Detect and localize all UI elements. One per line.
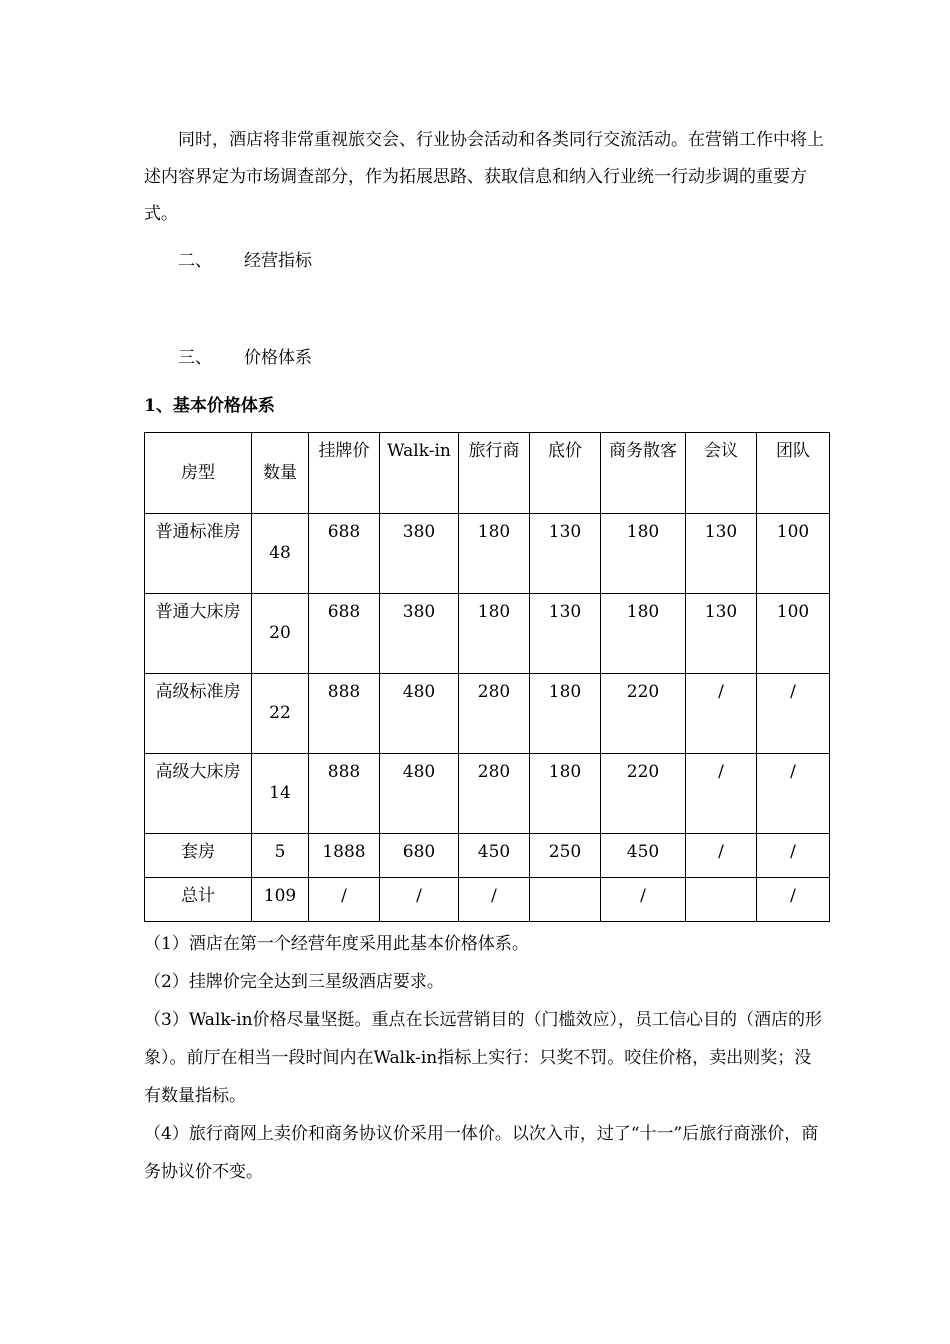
table-cell: 280: [459, 754, 530, 834]
section-heading-business-indicators: [178, 249, 312, 273]
table-cell: 450: [459, 834, 530, 878]
table-cell: 130: [530, 514, 601, 594]
table-cell: [530, 878, 601, 922]
table-cell: 450: [601, 834, 686, 878]
table-cell: /: [757, 878, 830, 922]
header-cell: 挂牌价: [309, 433, 380, 514]
section-heading-price-system: [178, 346, 312, 370]
room-type-cell: 总计: [145, 878, 252, 922]
table-total-row: [145, 878, 830, 922]
table-cell: /: [757, 754, 830, 834]
table-cell: 180: [530, 754, 601, 834]
section-number: 二、: [178, 251, 212, 271]
table-cell: 380: [380, 594, 459, 674]
table-cell: /: [757, 674, 830, 754]
subheading-basic-price-system: 1、基本价格体系: [144, 396, 275, 416]
table-cell: /: [686, 834, 757, 878]
table-cell: /: [686, 754, 757, 834]
quantity-cell: 109: [252, 878, 309, 922]
table-cell: 100: [757, 594, 830, 674]
section-title: 价格体系: [244, 348, 312, 368]
header-cell: 旅行商: [459, 433, 530, 514]
room-type-cell: 高级大床房: [145, 754, 252, 834]
table-cell: /: [309, 878, 380, 922]
table-cell: /: [601, 878, 686, 922]
table-header-row: [145, 433, 830, 514]
table-cell: 130: [686, 514, 757, 594]
note-item: （1）酒店在第一个经营年度采用此基本价格体系。: [144, 934, 529, 954]
header-cell: 房型: [145, 433, 252, 514]
table-cell: /: [686, 674, 757, 754]
table-cell: 280: [459, 674, 530, 754]
table-cell: 220: [601, 674, 686, 754]
section-number: 三、: [178, 348, 212, 368]
table-cell: 888: [309, 754, 380, 834]
table-cell: 130: [530, 594, 601, 674]
header-cell: 商务散客: [601, 433, 686, 514]
price-table: [144, 432, 830, 922]
table-row: [145, 674, 830, 754]
room-type-cell: 普通标准房: [145, 514, 252, 594]
note-item: （4）旅行商网上卖价和商务协议价采用一体价。以次入市，过了“十一”后旅行商涨价，商务协议价不变。: [144, 1124, 819, 1182]
table-cell: 480: [380, 674, 459, 754]
table-cell: 180: [530, 674, 601, 754]
intro-paragraph: 同时，酒店将非常重视旅交会、行业协会活动和各类同行交流活动。在营销工作中将上述内容界定为市场调查部分，作为拓展思路、获取信息和纳入行业统一行动步调的重要方式。: [144, 130, 824, 224]
header-cell: 会议: [686, 433, 757, 514]
table-cell: /: [757, 834, 830, 878]
table-cell: 1888: [309, 834, 380, 878]
table-cell: 250: [530, 834, 601, 878]
table-row: [145, 754, 830, 834]
header-cell: Walk-in: [380, 433, 459, 514]
header-cell: 底价: [530, 433, 601, 514]
room-type-cell: 普通大床房: [145, 594, 252, 674]
quantity-cell: 20: [252, 594, 309, 674]
table-cell: 130: [686, 594, 757, 674]
table-cell: 688: [309, 514, 380, 594]
note-item: （3）Walk-in价格尽量坚挺。重点在长远营销目的（门槛效应），员工信心目的（酒店的形象）。前厅在相当一段时间内在Walk-in指标上实行：只奖不罚。咬住价格，卖出则奖；没有数量指标。: [144, 1010, 823, 1106]
table-cell: 100: [757, 514, 830, 594]
room-type-cell: 高级标准房: [145, 674, 252, 754]
table-cell: 220: [601, 754, 686, 834]
room-type-cell: 套房: [145, 834, 252, 878]
table-cell: [686, 878, 757, 922]
table-cell: /: [459, 878, 530, 922]
table-cell: 688: [309, 594, 380, 674]
quantity-cell: 48: [252, 514, 309, 594]
table-cell: 380: [380, 514, 459, 594]
table-cell: 680: [380, 834, 459, 878]
table-row: [145, 514, 830, 594]
quantity-cell: 14: [252, 754, 309, 834]
notes-list: [144, 925, 824, 1191]
quantity-cell: 5: [252, 834, 309, 878]
section-title: 经营指标: [244, 251, 312, 271]
table-cell: /: [380, 878, 459, 922]
header-cell: 数量: [252, 433, 309, 514]
quantity-cell: 22: [252, 674, 309, 754]
table-cell: 180: [459, 594, 530, 674]
header-cell: 团队: [757, 433, 830, 514]
table-cell: 180: [601, 594, 686, 674]
table-cell: 180: [459, 514, 530, 594]
table-cell: 180: [601, 514, 686, 594]
table-row: [145, 594, 830, 674]
note-item: （2）挂牌价完全达到三星级酒店要求。: [144, 972, 444, 992]
table-cell: 480: [380, 754, 459, 834]
table-cell: 888: [309, 674, 380, 754]
table-row: [145, 834, 830, 878]
